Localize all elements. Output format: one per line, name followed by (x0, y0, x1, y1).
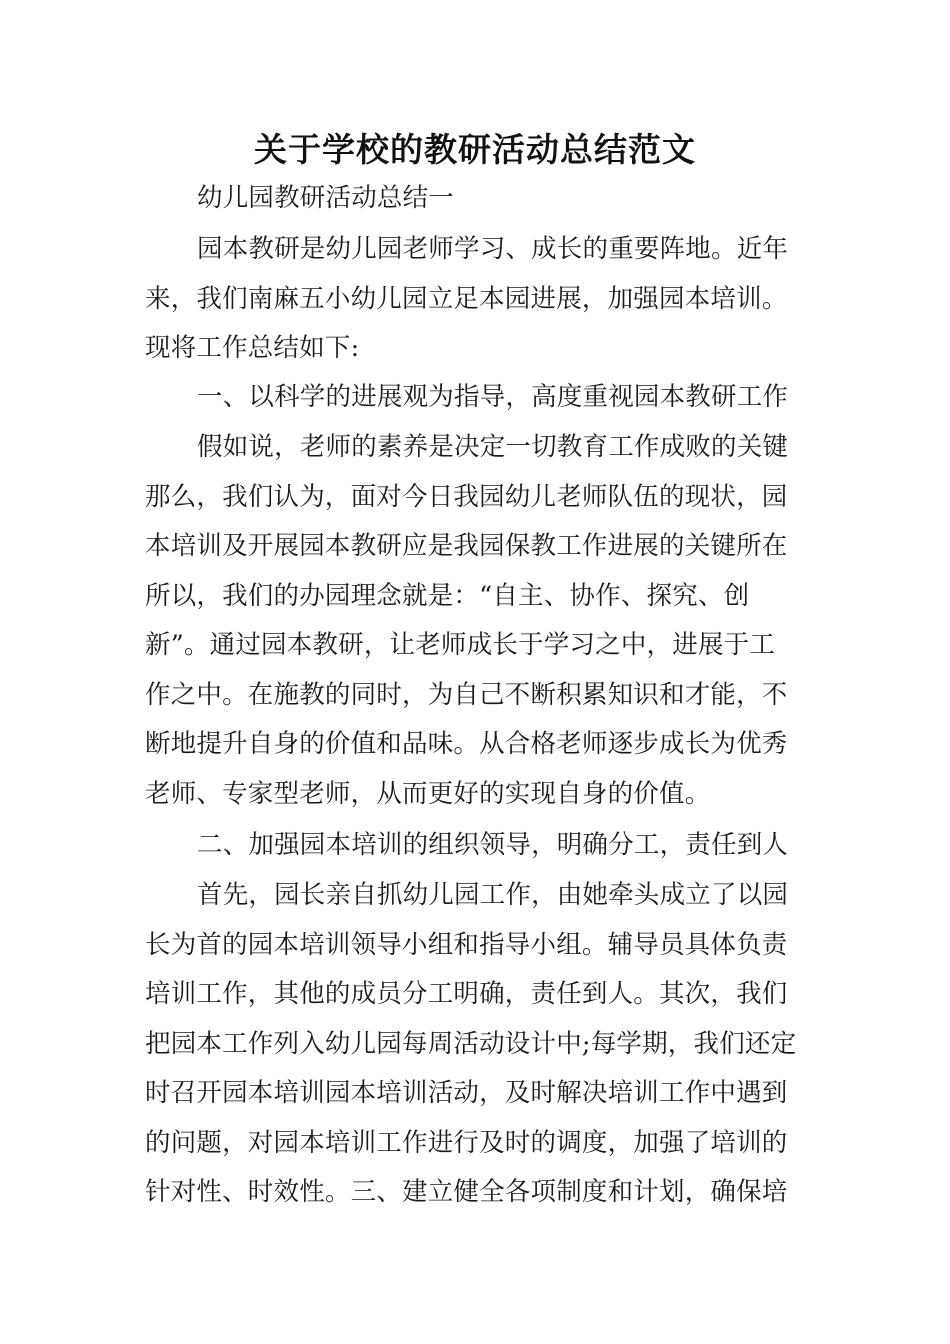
paragraph-line: 长为首的园本培训领导小组和指导小组。辅导员具体负责 (145, 929, 788, 960)
paragraph-line: 时召开园本培训园本培训活动，及时解决培训工作中遇到 (145, 1078, 788, 1108)
paragraph-line: 培训工作，其他的成员分工明确，责任到人。其次，我们 (145, 979, 788, 1009)
paragraph-line: 本培训及开展园本教研应是我园保教工作进展的关键所在 (145, 531, 788, 561)
paragraph-line: 老师、专家型老师，从而更好的实现自身的价值。 (145, 778, 711, 809)
section-heading-one (145, 373, 807, 423)
paragraph-line: 断地提升自身的价值和品味。从合格老师逐步成长为优秀 (145, 729, 788, 759)
paragraph-line: 那么，我们认为，面对今日我园幼儿老师队伍的现状，园 (145, 481, 788, 512)
section-subtitle: 幼儿园教研活动总结一 (197, 183, 455, 213)
paragraph-line: 来，我们南麻五小幼儿园立足本园进展，加强园本培训。 (145, 283, 788, 314)
heading-line: 二、加强园本培训的组织领导，明确分工，责任到人 (197, 830, 789, 860)
paragraph-intro (145, 225, 807, 374)
paragraph-line: 假如说，老师的素养是决定一切教育工作成败的关键 (197, 432, 789, 462)
paragraph-line: 的问题，对园本培训工作进行及时的调度，加强了培训的 (145, 1127, 788, 1158)
paragraph-leadership (145, 871, 807, 1218)
paragraph-teacher-quality (145, 423, 807, 819)
paragraph-line: 新”。通过园本教研，让老师成长于学习之中，进展于工 (145, 630, 776, 660)
paragraph-line: 作之中。在施教的同时，为自己不断积累知识和才能，不 (145, 679, 788, 710)
section-heading-two (145, 821, 807, 871)
paragraph-line: 把园本工作列入幼儿园每周活动设计中;每学期，我们还定 (145, 1028, 797, 1059)
document-title: 关于学校的教研活动总结范文 (254, 130, 696, 169)
paragraph-line: 首先，园长亲自抓幼儿园工作，由她牵头成立了以园 (197, 880, 789, 910)
heading-line: 一、以科学的进展观为指导，高度重视园本教研工作 (197, 382, 789, 412)
paragraph-line: 现将工作总结如下: (145, 333, 360, 363)
paragraph-line: 针对性、时效性。三、建立健全各项制度和计划，确保培 (145, 1177, 788, 1207)
paragraph-line: 所以，我们的办园理念就是：“自主、协作、探究、创 (145, 580, 750, 611)
paragraph-line: 园本教研是幼儿园老师学习、成长的重要阵地。近年 (197, 234, 789, 264)
